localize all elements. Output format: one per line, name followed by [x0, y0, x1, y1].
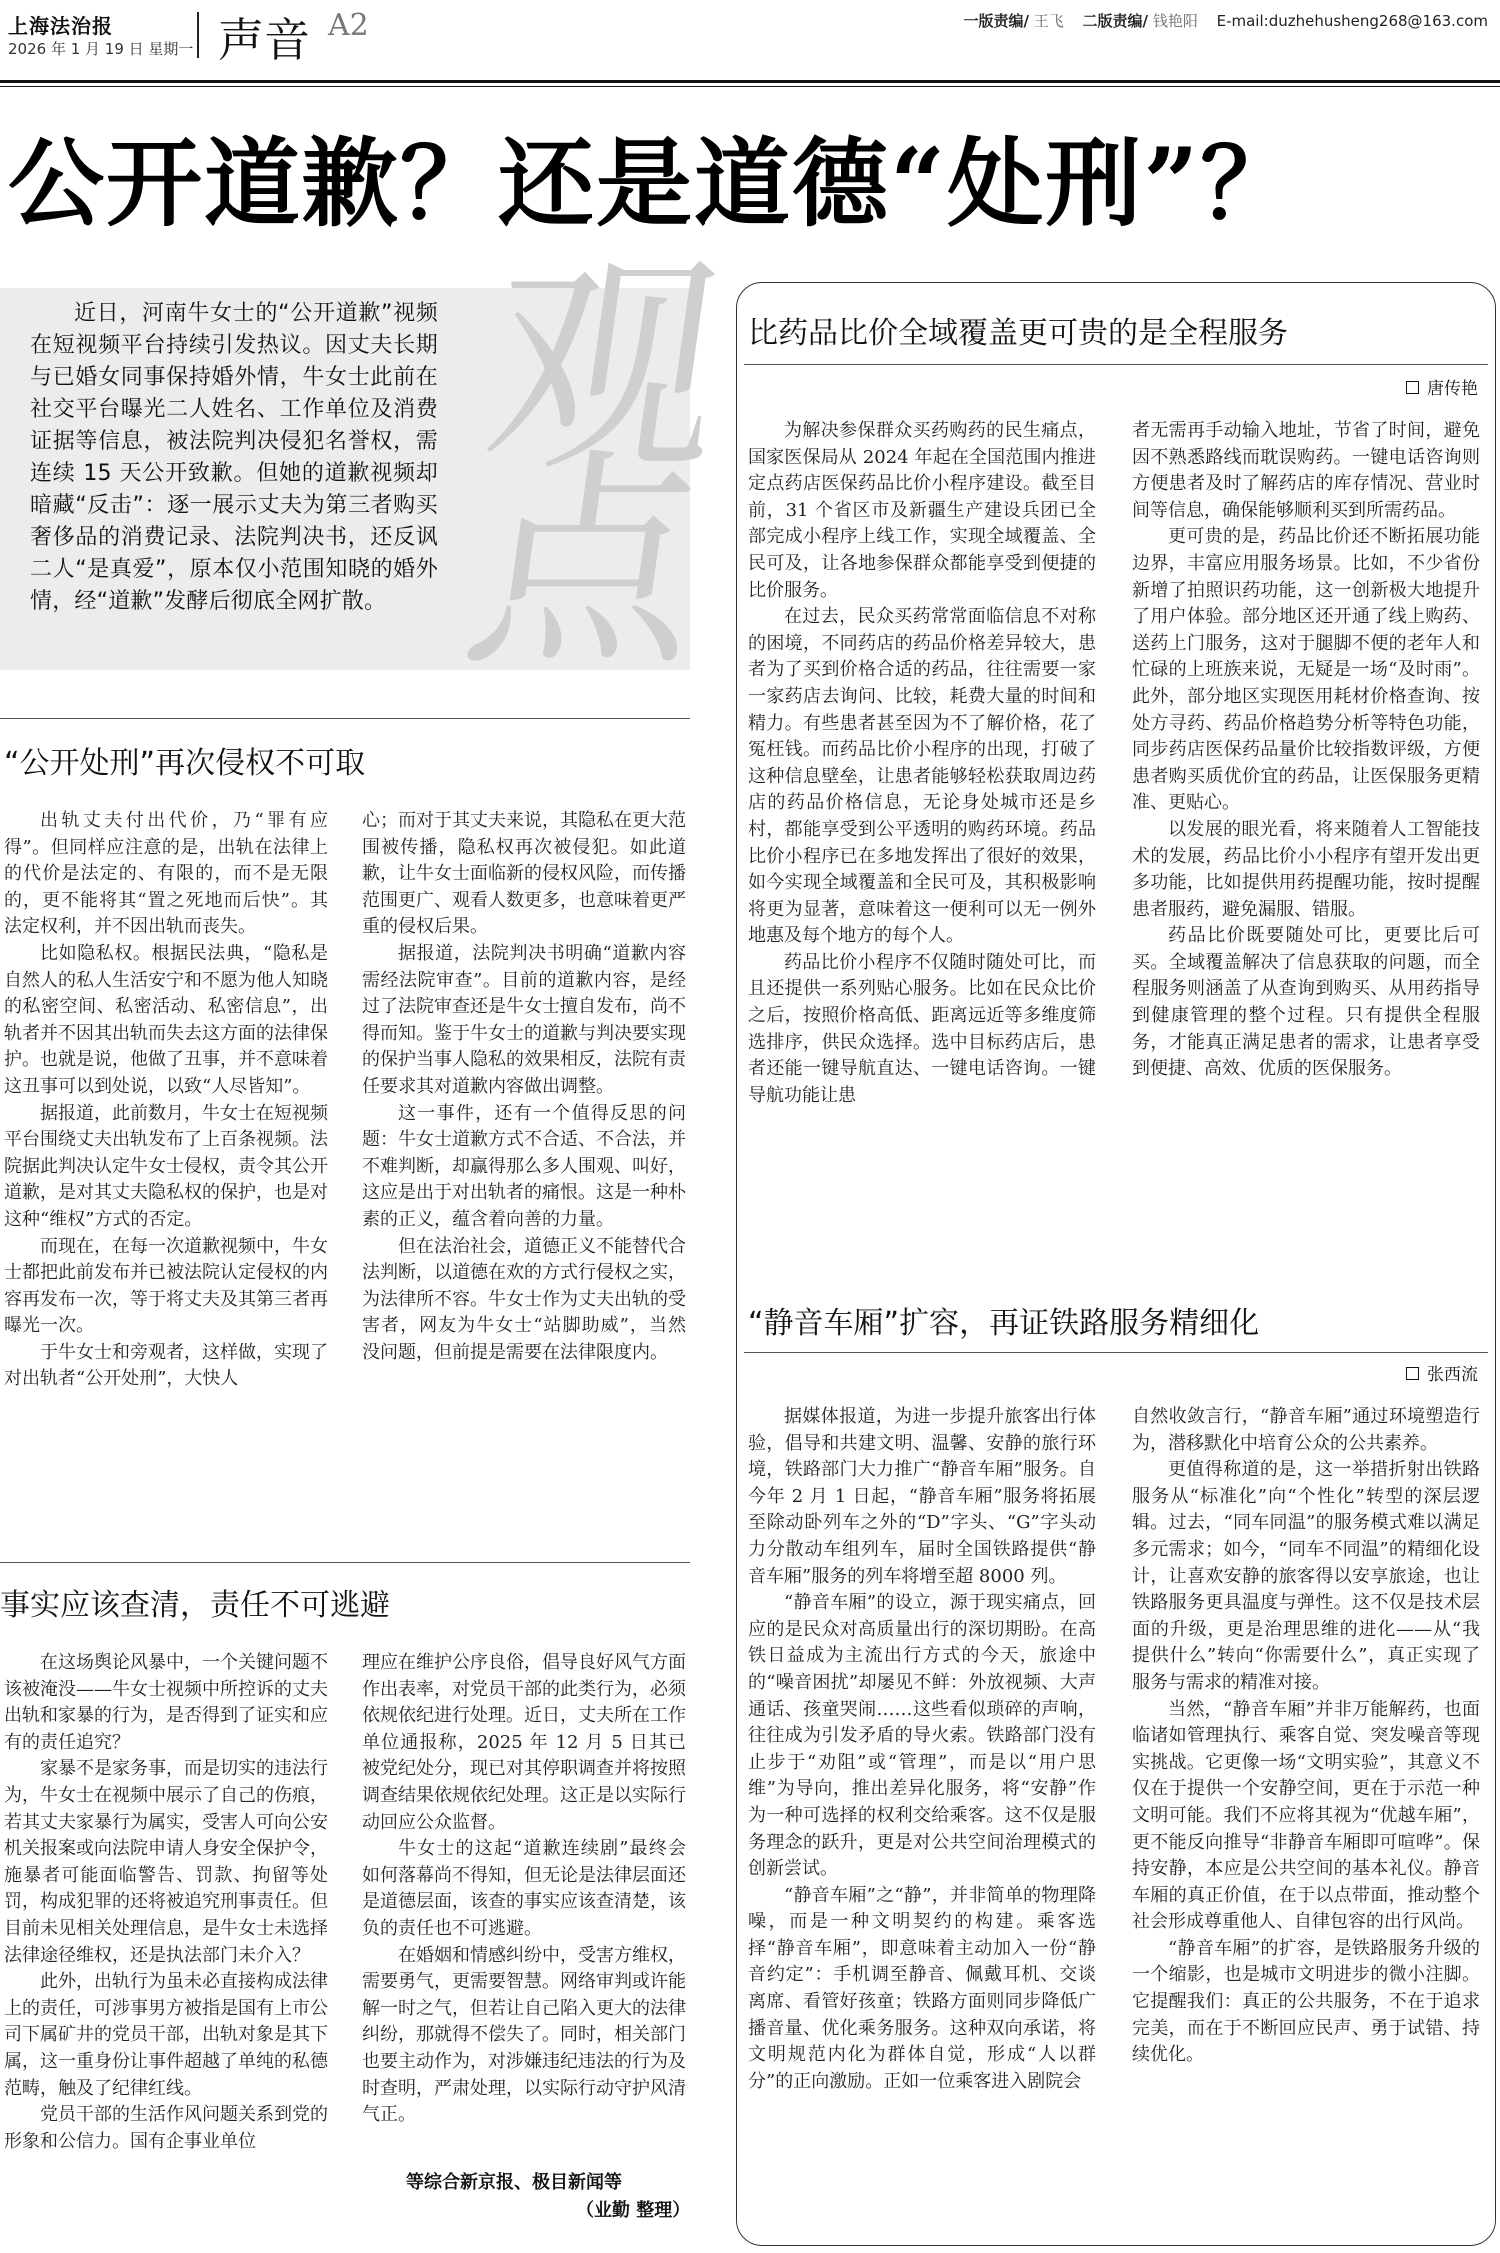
article3-byline: [1406, 374, 1478, 399]
paragraph: 据报道，法院判决书明确“道歉内容需经法院审查”。目前的道歉内容，是经过了法院审查还是牛女士擅自发布，尚不得而知。鉴于牛女士的道歉与判决要实现的保护当事人隐私的效果相反，法院有责任要求其对道歉内容做出调整。: [362, 942, 686, 1097]
paragraph: 当然，“静音车厢”并非万能解药，也面临诸如管理执行、乘客自觉、突发噪音等现实挑战。它更像一场“文明实验”，其意义不仅在于提供一个安静空间，更在于示范一种文明可能。我们不应将其视为“优越车厢”，更不能反向推导“非静音车厢即可喧哗”。保持安静，本应是公共空间的基本礼仪。静音车厢的真正价值，在于以点带面，推动整个社会形成尊重他人、自律包容的出行风尚。: [1132, 1698, 1480, 1933]
paragraph: 党员干部的生活作风问题关系到党的形象和公信力。国有企事业单位: [4, 2104, 328, 2152]
editor1-label: 一版责编/: [963, 12, 1029, 30]
paragraph: 药品比价小程序不仅随时随处可比，而且还提供一系列贴心服务。比如在民众比价之后，按照价格高低、距离远近等多维度筛选排序，供民众选择。选中目标药店后，患者还能一键导航直达、一键电话咨询。一键导航功能让患: [748, 951, 1096, 1106]
article3-column-2: [1132, 418, 1480, 1083]
byline-box-icon: [1406, 381, 1419, 394]
intro-text: 近日，河南牛女士的“公开道歉”视频在短视频平台持续引发热议。因丈夫长期与已婚女同事保持婚外情，牛女士此前在社交平台曝光二人姓名、工作单位及消费证据等信息，被法院判决侵犯名誉权，需连续 15 天公开致歉。但她的道歉视频却暗藏“反击”：逐一展示丈夫为第三者购买奢侈品的消费记录、法院判决书，还反讽二人“是真爱”，原本仅小范围知晓的婚外情，经“道歉”发酵后彻底全网扩散。: [30, 301, 438, 614]
editor2-name: 钱艳阳: [1152, 12, 1198, 30]
article1-divider: [0, 718, 690, 719]
article2-column-1: [4, 1650, 328, 2155]
paragraph: “静音车厢”的扩容，是铁路服务升级的一个缩影，也是城市文明进步的微小注脚。它提醒我们：真正的公共服务，不在于追求完美，而在于不断回应民声、勇于试错、持续优化。: [1132, 1937, 1480, 2066]
article4-byline: [1406, 1360, 1478, 1385]
article2-title: 事实应该查清，责任不可逃避: [0, 1588, 390, 1623]
paragraph: 更可贵的是，药品比价还不断拓展功能边界，丰富应用服务场景。比如，不少省份新增了拍照识药功能，这一创新极大地提升了用户体验。部分地区还开通了线上购药、送药上门服务，这对于腿脚不便的老年人和忙碌的上班族来说，无疑是一场“及时雨”。此外，部分地区实现医用耗材价格查询、按处方寻药、药品价格趋势分析等特色功能，同步药店医保药品量价比较指数评级，方便患者购买质优价宜的药品，让医保服务更精准、更贴心。: [1132, 526, 1480, 814]
paragraph: 这一事件，还有一个值得反思的问题：牛女士道歉方式不合适、不合法，并不难判断，却赢得那么多人围观、叫好，这应是出于对出轨者的痛恨。这是一种朴素的正义，蕴含着向善的力量。: [362, 1102, 686, 1230]
watermark-guan: 观: [471, 236, 739, 503]
paragraph: 为解决参保群众买药购药的民生痛点，国家医保局从 2024 年起在全国范围内推进定点药店医保药品比价小程序建设。截至目前，31 个省区市及新疆生产建设兵团已全部完成小程序上线工作，实现全域覆盖、全民可及，让各地参保群众都能享受到便捷的比价服务。: [748, 420, 1096, 601]
article3-title: 比药品比价全域覆盖更可贵的是全程服务: [748, 316, 1288, 351]
paragraph: “静音车厢”的设立，源于现实痛点，回应的是民众对高质量出行的深切期盼。在高铁日益成为主流出行方式的今天，旅途中的“噪音困扰”却屡见不鲜：外放视频、大声通话、孩童哭闹……这些看似琐碎的声响，往往成为引发矛盾的导火索。铁路部门没有止步于“劝阻”或“管理”，而是以“用户思维”为导向，推出差异化服务，将“安静”作为一种可选择的权利交给乘客。这不仅是服务理念的跃升，更是对公共空间治理模式的创新尝试。: [748, 1592, 1096, 1880]
article3-divider: [744, 364, 1488, 365]
editor1-name: 王飞: [1033, 12, 1064, 30]
paragraph: 于牛女士和旁观者，这样做，实现了对出轨者“公开处刑”，大快人: [4, 1341, 328, 1390]
article2-compiler: （业勤 整理）: [576, 2200, 691, 2221]
page-number: A2: [328, 8, 369, 43]
paragraph: 据报道，此前数月，牛女士在短视频平台围绕丈夫出轨发布了上百条视频。法院据此判决认定牛女士侵权，责令其公开道歉，是对其丈夫隐私权的保护，也是对这种“维权”方式的否定。: [4, 1102, 328, 1230]
paragraph: 更值得称道的是，这一举措折射出铁路服务从“标准化”向“个性化”转型的深层逻辑。过去，“同车同温”的服务模式难以满足多元需求；如今，“同车不同温”的精细化设计，让喜欢安静的旅客得以安享旅途，也让铁路服务更具温度与弹性。这不仅是技术层面的升级，更是治理思维的进化——从“我提供什么”转向“你需要什么”，真正实现了服务与需求的精准对接。: [1132, 1459, 1480, 1693]
article3-author: 唐传艳: [1427, 379, 1478, 399]
paragraph: 据媒体报道，为进一步提升旅客出行体验，倡导和共建文明、温馨、安静的旅行环境，铁路部门大力推广“静音车厢”服务。自今年 2 月 1 日起，“静音车厢”服务将拓展至除动卧列车之外的“D”字头、“G”字头动力分散动车组列车，届时全国铁路提供“静音车厢”服务的列车将增至超 8000 列。: [748, 1406, 1096, 1587]
article3-column-1: [748, 418, 1096, 1109]
paragraph: 药品比价既要随处可比，更要比后可买。全域覆盖解决了信息获取的问题，而全程服务则涵盖了从查询到购买、从用药指导到健康管理的整个过程。只有提供全程服务，才能真正满足患者的需求，让患者享受到便捷、高效、优质的医保服务。: [1132, 925, 1480, 1080]
editor2-label: 二版责编/: [1082, 12, 1149, 30]
article4-column-2: [1132, 1404, 1480, 2069]
contact-email: E-mail:duzhehusheng268@163.com: [1216, 12, 1488, 30]
section-name: 声音: [218, 13, 310, 67]
paper-name: 上海法治报: [8, 14, 113, 38]
masthead-rule: [0, 80, 1500, 83]
paragraph: 牛女士的这起“道歉连续剧”最终会如何落幕尚不得知，但无论是法律层面还是道德层面，该查的事实应该查清楚，该负的责任也不可逃避。: [362, 1838, 686, 1939]
paragraph: 在婚姻和情感纠纷中，受害方维权，需要勇气，更需要智慧。网络审判或许能解一时之气，但若让自己陷入更大的法律纠纷，那就得不偿失了。同时，相关部门也要主动作为，对涉嫌违纪违法的行为及时查明，严肃处理，以实际行动守护风清气正。: [362, 1944, 686, 2126]
article1-title: “公开处刑”再次侵权不可取: [4, 746, 366, 781]
byline-box-icon: [1406, 1367, 1419, 1380]
article4-column-1: [748, 1404, 1096, 2095]
article2-source: 等综合新京报、极目新闻等: [406, 2172, 622, 2193]
paragraph: 此外，出轨行为虽未必直接构成法律上的责任，可涉事男方被指是国有上市公司下属矿井的党员干部，出轨对象是其下属，这一重身份让事件超越了单纯的私德范畴，触及了纪律红线。: [4, 1971, 328, 2099]
article2-divider: [0, 1562, 690, 1563]
paragraph: 在过去，民众买药常常面临信息不对称的困境，不同药店的药品价格差异较大，患者为了买到价格合适的药品，往往需要一家一家药店去询问、比较，耗费大量的时间和精力。有些患者甚至因为不了解价格，花了冤枉钱。而药品比价小程序的出现，打破了这种信息壁垒，让患者能够轻松获取周边药店的药品价格信息，无论身处城市还是乡村，都能享受到公平透明的购药环境。药品比价小程序已在多地发挥出了很好的效果，如今实现全域覆盖和全民可及，其积极影响将更为显著，意味着这一便利可以无一例外地惠及每个地方的每个人。: [748, 606, 1096, 947]
paragraph: 但在法治社会，道德正义不能替代合法判断，以道德在欢的方式行侵权之实，为法律所不容。牛女士作为丈夫出轨的受害者，网友为牛女士“站脚助威”，当然没问题，但前提是需要在法律限度内。: [362, 1235, 686, 1363]
article1-column-2: [362, 808, 686, 1366]
masthead-separator: [197, 12, 199, 58]
paragraph: 自然收敛言行，“静音车厢”通过环境塑造行为，潜移默化中培育公众的公共素养。: [1132, 1406, 1480, 1454]
editors-line: [963, 10, 1488, 31]
article4-divider: [744, 1352, 1488, 1353]
paragraph: 以发展的眼光看，将来随着人工智能技术的发展，药品比价小小程序有望开发出更多功能，比如提供用药提醒功能，按时提醒患者服药，避免漏服、错服。: [1132, 818, 1480, 920]
article4-title: “静音车厢”扩容，再证铁路服务精细化: [748, 1306, 1260, 1341]
paragraph: 心；而对于其丈夫来说，其隐私在更大范围被传播，隐私权再次被侵犯。如此道歉，让牛女士面临新的侵权风险，而传播范围更广、观看人数更多，也意味着更严重的侵权后果。: [362, 810, 686, 938]
paragraph: 在这场舆论风暴中，一个关键问题不该被淹没——牛女士视频中所控诉的丈夫出轨和家暴的行为，是否得到了证实和应有的责任追究？: [4, 1652, 328, 1753]
article2-column-2: [362, 1650, 686, 2129]
article1-column-1: [4, 808, 328, 1393]
paragraph: 理应在维护公序良俗，倡导良好风气方面作出表率，对党员干部的此类行为，必须依规依纪进行处理。近日，丈夫所在工作单位通报称，2025 年 12 月 5 日其已被党纪处分，现已对其停职调查并将按照调查结果依规依纪处理。这正是以实际行动回应公众监督。: [362, 1652, 686, 1833]
paragraph: 者无需再手动输入地址，节省了时间，避免因不熟悉路线而耽误购药。一键电话咨询则方便患者及时了解药店的库存情况、营业时间等信息，确保能够顺利买到所需药品。: [1132, 420, 1480, 521]
paragraph: 而现在，在每一次道歉视频中，牛女士都把此前发布并已被法院认定侵权的内容再发布一次，等于将丈夫及其第三者再曝光一次。: [4, 1235, 328, 1337]
paragraph: 比如隐私权。根据民法典，“隐私是自然人的私人生活安宁和不愿为他人知晓的私密空间、私密活动、私密信息”，出轨者并不因其出轨而失去这方面的法律保护。也就是说，他做了丑事，并不意味着这丑事可以到处说，以致“人尽皆知”。: [4, 942, 328, 1097]
paragraph: “静音车厢”之“静”，并非简单的物理降噪，而是一种文明契约的构建。乘客选择“静音车厢”，即意味着主动加入一份“静音约定”：手机调至静音、佩戴耳机、交谈离席、看管好孩童；铁路方面则同步降低广播音量、优化乘务服务。这种双向承诺，将文明规范内化为群体自觉，形成“人以群分”的正向激励。正如一位乘客进入剧院会: [748, 1884, 1096, 2092]
issue-date: 2026 年 1 月 19 日 星期一: [8, 40, 194, 58]
masthead-rule-thin: [0, 86, 1500, 87]
watermark-dian: 点: [451, 431, 719, 698]
paragraph: 家暴不是家务事，而是切实的违法行为，牛女士在视频中展示了自己的伤痕，若其丈夫家暴行为属实，受害人可向公安机关报案或向法院申请人身安全保护令，施暴者可能面临警告、罚款、拘留等处罚，构成犯罪的还将被追究刑事责任。但目前未见相关处理信息，是牛女士未选择法律途径维权，还是执法部门未介入？: [4, 1758, 328, 1966]
article4-author: 张西流: [1427, 1365, 1478, 1385]
page-headline: 公开道歉？还是道德“处刑”？: [8, 127, 1299, 240]
paragraph: 出轨丈夫付出代价，乃“罪有应得”。但同样应注意的是，出轨在法律上的代价是法定的、有限的，而不是无限的，更不能将其“置之死地而后快”。其法定权利，并不因出轨而丧失。: [4, 810, 328, 938]
